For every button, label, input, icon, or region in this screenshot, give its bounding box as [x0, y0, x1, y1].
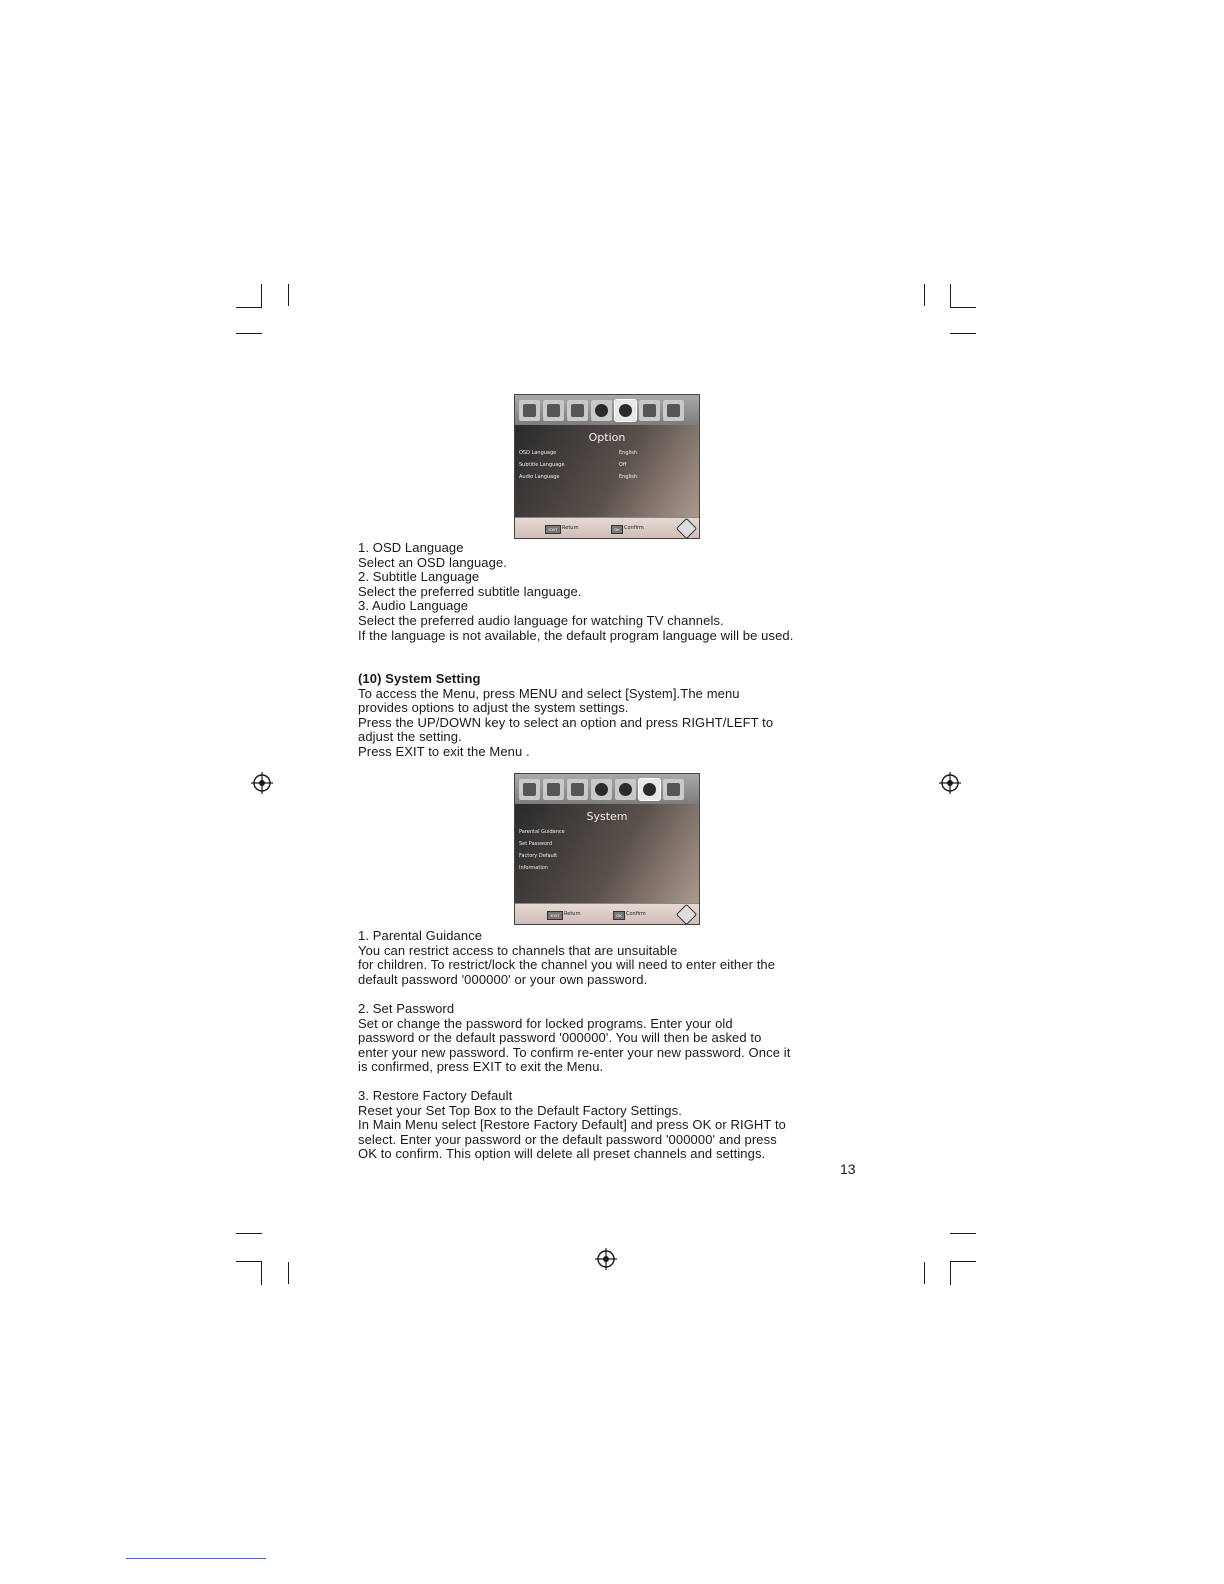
menu-icon-bar	[515, 395, 699, 425]
item-text: is confirmed, press EXIT to exit the Menu.	[358, 1059, 604, 1075]
body-text: Press EXIT to exit the Menu .	[358, 743, 530, 759]
ok-key: OK	[613, 911, 625, 920]
return-label: Return	[564, 911, 581, 917]
item-text: Set or change the password for locked programs. Enter your old	[358, 1015, 733, 1031]
item-text: select. Enter your password or the default password '000000' and press	[358, 1131, 777, 1147]
registration-target-icon	[595, 1248, 617, 1270]
item-heading: 1. OSD Language	[358, 540, 464, 555]
crop-mark	[950, 1261, 951, 1285]
body-text: provides options to adjust the system settings.	[358, 700, 629, 716]
item-text: enter your new password. To confirm re-enter your new password. Once it	[358, 1044, 791, 1060]
exit-key: EXIT	[545, 525, 561, 534]
set-password-section	[358, 1002, 790, 1075]
item-heading: 3. Audio Language	[358, 598, 469, 614]
usb-icon	[663, 400, 684, 421]
tv-icon	[567, 400, 588, 421]
menu-item-label: Factory Default	[519, 853, 558, 859]
item-heading: 2. Set Password	[358, 1001, 455, 1016]
item-text: You can restrict access to channels that are unsuitable	[358, 942, 678, 958]
item-text: OK to confirm. This option will delete all preset channels and settings.	[358, 1146, 766, 1162]
item-text: password or the default password '000000'. You will then be asked to	[358, 1030, 762, 1046]
option-icon	[615, 400, 636, 421]
body-text: Press the UP/DOWN key to select an option and press RIGHT/LEFT to	[358, 714, 774, 730]
body-text: adjust the setting.	[358, 729, 462, 745]
crop-mark	[236, 1233, 262, 1234]
menu-icon-bar	[515, 774, 699, 804]
menu-item-label: OSD Language	[519, 450, 557, 456]
crop-mark	[288, 1262, 289, 1284]
navigation-pad-icon	[676, 518, 697, 539]
search-icon	[543, 779, 564, 800]
item-text: Reset your Set Top Box to the Default Factory Settings.	[358, 1102, 682, 1118]
exit-key: EXIT	[547, 911, 563, 920]
registration-target-icon	[939, 772, 961, 794]
system-menu-screenshot	[514, 773, 700, 925]
footnote-rule	[126, 1558, 266, 1559]
return-label: Return	[562, 525, 579, 531]
menu-item-value: English	[619, 450, 638, 456]
crop-mark	[236, 1261, 262, 1262]
confirm-label: Confirm	[626, 911, 646, 917]
language-section	[358, 541, 793, 643]
menu-item-value: Off	[619, 462, 627, 468]
menu-item-label: Subtitle Language	[519, 462, 565, 468]
item-text: If the language is not available, the default program language will be used.	[358, 627, 794, 643]
option-icon	[615, 779, 636, 800]
search-icon	[543, 400, 564, 421]
menu-item-label: Parental Guidance	[519, 829, 565, 835]
crop-mark	[950, 333, 976, 334]
ok-key: OK	[611, 525, 623, 534]
confirm-label: Confirm	[624, 525, 644, 531]
item-heading: 3. Restore Factory Default	[358, 1088, 513, 1103]
option-menu-screenshot	[514, 394, 700, 539]
page-number: 13	[840, 1161, 856, 1177]
time-icon	[591, 779, 612, 800]
screen-footer	[515, 903, 699, 924]
item-heading: 1. Parental Guidance	[358, 928, 483, 943]
crop-mark	[924, 284, 925, 306]
menu-item-label: Audio Language	[519, 474, 560, 480]
factory-default-section	[358, 1089, 786, 1162]
crop-mark	[950, 1233, 976, 1234]
menu-item-label: Set Password	[519, 841, 553, 847]
crop-mark	[261, 284, 262, 308]
item-text: default password '000000' or your own password.	[358, 971, 648, 987]
body-text: To access the Menu, press MENU and select [System].The menu	[358, 685, 740, 701]
crop-mark	[236, 333, 262, 334]
item-text: Select an OSD language.	[358, 554, 508, 570]
screen-footer	[515, 517, 699, 538]
system-setting-section	[358, 672, 773, 760]
section-heading: (10) System Setting	[358, 671, 481, 686]
crop-mark	[261, 1261, 262, 1285]
item-text: In Main Menu select [Restore Factory Default] and press OK or RIGHT to	[358, 1117, 786, 1133]
item-text: Select the preferred subtitle language.	[358, 583, 582, 599]
item-heading: 2. Subtitle Language	[358, 569, 480, 585]
screen-title: System	[586, 810, 628, 823]
item-text: Select the preferred audio language for watching TV channels.	[358, 612, 724, 628]
usb-icon	[663, 779, 684, 800]
navigation-pad-icon	[676, 904, 697, 925]
crop-mark	[950, 284, 951, 308]
parental-guidance-section	[358, 929, 775, 987]
menu-item-value: English	[619, 474, 638, 480]
crop-mark	[950, 1261, 976, 1262]
picture-icon	[519, 400, 540, 421]
crop-mark	[950, 307, 976, 308]
system-icon	[639, 779, 660, 800]
system-icon	[639, 400, 660, 421]
menu-item-label: Information	[519, 865, 548, 871]
crop-mark	[288, 284, 289, 306]
tv-icon	[567, 779, 588, 800]
screen-title: Option	[588, 431, 626, 444]
crop-mark	[236, 307, 262, 308]
crop-mark	[924, 1262, 925, 1284]
picture-icon	[519, 779, 540, 800]
registration-target-icon	[251, 772, 273, 794]
time-icon	[591, 400, 612, 421]
item-text: for children. To restrict/lock the channel you will need to enter either the	[358, 957, 776, 973]
